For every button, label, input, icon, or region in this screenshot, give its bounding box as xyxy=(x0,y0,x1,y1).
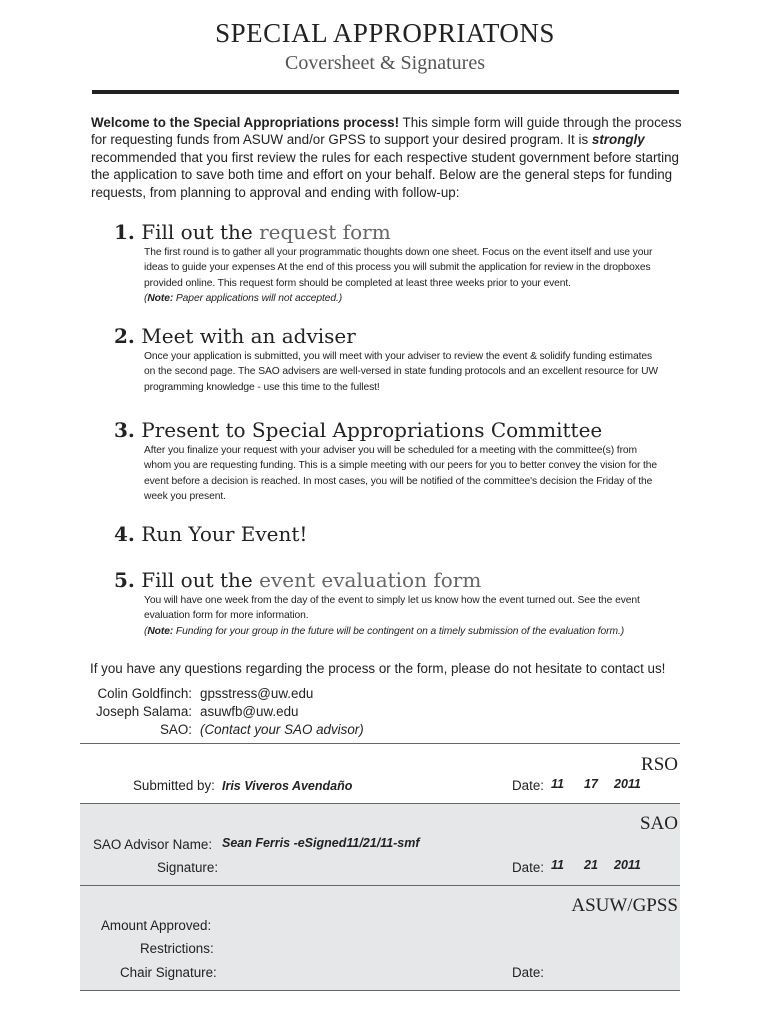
step-1-title: Fill out the xyxy=(141,220,260,244)
step-3-title: Present to Special Appropriations Committee xyxy=(141,418,603,442)
form-bottom-divider xyxy=(80,990,680,991)
step-1-note-label: Note: xyxy=(147,293,174,305)
step-1-note-text: Paper applications will not accepted.) xyxy=(173,293,343,305)
sao-section-label: SAO xyxy=(639,813,678,834)
step-3 xyxy=(114,418,674,505)
intro-text-2: recommended that you first review the rules for each respective student government before starting the application to save both time and effort on your behalf. Below are the general steps for funding requests, from planning to approval and ending with follow-up: xyxy=(91,149,679,200)
sao-date-year[interactable]: 2011 xyxy=(614,858,641,872)
sao-date-label: Date: xyxy=(512,860,545,875)
restrictions-label: Restrictions: xyxy=(140,941,214,956)
step-2-number: 2. xyxy=(114,324,135,348)
rso-date-label: Date: xyxy=(512,778,545,793)
contact-value: (Contact your SAO advisor) xyxy=(200,722,364,737)
step-4 xyxy=(114,522,674,546)
contact-name: SAO: xyxy=(160,722,192,737)
step-1-title-link[interactable]: request form xyxy=(259,220,391,244)
step-5-body-text: You will have one week from the day of the event to simply let us know how the event turned out. See the event evaluation form for more information. xyxy=(144,595,640,622)
contact-email[interactable]: asuwfb@uw.edu xyxy=(200,704,299,719)
step-5-note: (Note: Funding for your group in the future will be contingent on a timely submission of the evaluation form.) xyxy=(144,625,625,637)
asuw-section-label: ASUW/GPSS xyxy=(571,895,678,916)
step-1-heading xyxy=(114,220,674,244)
step-5-number: 5. xyxy=(114,568,135,592)
asuw-date-label: Date: xyxy=(512,965,545,980)
asuw-top-divider xyxy=(80,885,680,886)
contact-row xyxy=(60,703,364,721)
step-1-number: 1. xyxy=(114,220,135,244)
contact-name: Colin Goldfinch: xyxy=(97,686,192,701)
page-subtitle: Coversheet & Signatures xyxy=(285,52,485,74)
sao-date-day[interactable]: 21 xyxy=(584,858,598,872)
step-1-body xyxy=(144,245,664,307)
rso-date-year[interactable]: 2011 xyxy=(614,777,641,791)
step-1-note: (Note: Paper applications will not accepted.) xyxy=(144,293,343,305)
contact-row xyxy=(60,685,364,703)
step-1-body-text: The first round is to gather all your programmatic thoughts down one sheet. Focus on the event itself and use your ideas to guide your expenses At the end of this process you will submit the application for review in the dropboxes provided online. This request form should be completed at least three weeks prior to your event. xyxy=(144,247,653,289)
step-1 xyxy=(114,220,674,307)
step-5 xyxy=(114,568,674,639)
contact-row xyxy=(60,721,364,739)
sao-date-month[interactable]: 11 xyxy=(551,858,564,872)
sao-advisor-value[interactable]: Sean Ferris -eSigned11/21/11-smf xyxy=(222,836,420,850)
rso-date-month[interactable]: 11 xyxy=(551,777,564,791)
step-2-title: Meet with an adviser xyxy=(141,324,356,348)
step-5-title-link[interactable]: event evaluation form xyxy=(259,568,482,592)
step-3-heading xyxy=(114,418,674,442)
step-3-body: After you finalize your request with your adviser you will be scheduled for a meeting with the committee(s) from whom you are requesting funding. This is a simple meeting with our peers for you to better convey the vision for the event before a decision is reached. In most cases, you will be notified of the committee's decision the Friday of the week you present. xyxy=(144,445,658,503)
amount-approved-label: Amount Approved: xyxy=(101,918,212,933)
submitted-by-value[interactable]: Iris Viveros Avendaño xyxy=(222,779,353,793)
step-2 xyxy=(114,324,674,395)
step-4-title: Run Your Event! xyxy=(141,522,308,546)
rso-top-divider xyxy=(80,743,680,744)
step-4-heading xyxy=(114,522,674,546)
contact-name: Joseph Salama: xyxy=(95,704,192,719)
intro-text-1: This simple form will guide through the process for requesting funds from ASUW and/or GPSS to support your desired program. It is xyxy=(91,115,682,148)
submitted-by-label: Submitted by: xyxy=(133,778,215,793)
contact-email[interactable]: gpsstress@uw.edu xyxy=(200,686,314,701)
sao-advisor-label: SAO Advisor Name: xyxy=(93,837,213,852)
intro-paragraph xyxy=(91,114,686,201)
step-5-note-text: Funding for your group in the future will be contingent on a timely submission of the evaluation form.) xyxy=(173,625,625,637)
questions-text: If you have any questions regarding the process or the form, please do not hesitate to contact us! xyxy=(90,661,666,676)
step-4-number: 4. xyxy=(114,522,135,546)
step-2-body: Once your application is submitted, you will meet with your adviser to review the event & solidify funding estimates on the second page. The SAO advisers are well-versed in state funding protocols and an excellent resource for UW programming knowledge - use this time to the fullest! xyxy=(144,351,659,393)
page-title: SPECIAL APPROPRIATONS xyxy=(215,18,555,48)
chair-signature-label: Chair Signature: xyxy=(120,965,217,980)
sao-top-divider xyxy=(80,803,680,804)
intro-lead: Welcome to the Special Appropriations process! xyxy=(91,115,400,130)
step-5-note-label: Note: xyxy=(147,625,174,637)
step-5-title: Fill out the xyxy=(141,568,260,592)
step-3-number: 3. xyxy=(114,418,135,442)
contact-list xyxy=(60,685,364,739)
rso-date-day[interactable]: 17 xyxy=(584,777,598,791)
intro-emphasis: strongly xyxy=(591,132,645,148)
step-2-heading xyxy=(114,324,674,348)
step-5-heading xyxy=(114,568,674,592)
sao-signature-label: Signature: xyxy=(157,860,219,875)
rso-section-label: RSO xyxy=(641,754,678,775)
step-5-body xyxy=(144,593,664,639)
header-divider xyxy=(92,90,679,94)
